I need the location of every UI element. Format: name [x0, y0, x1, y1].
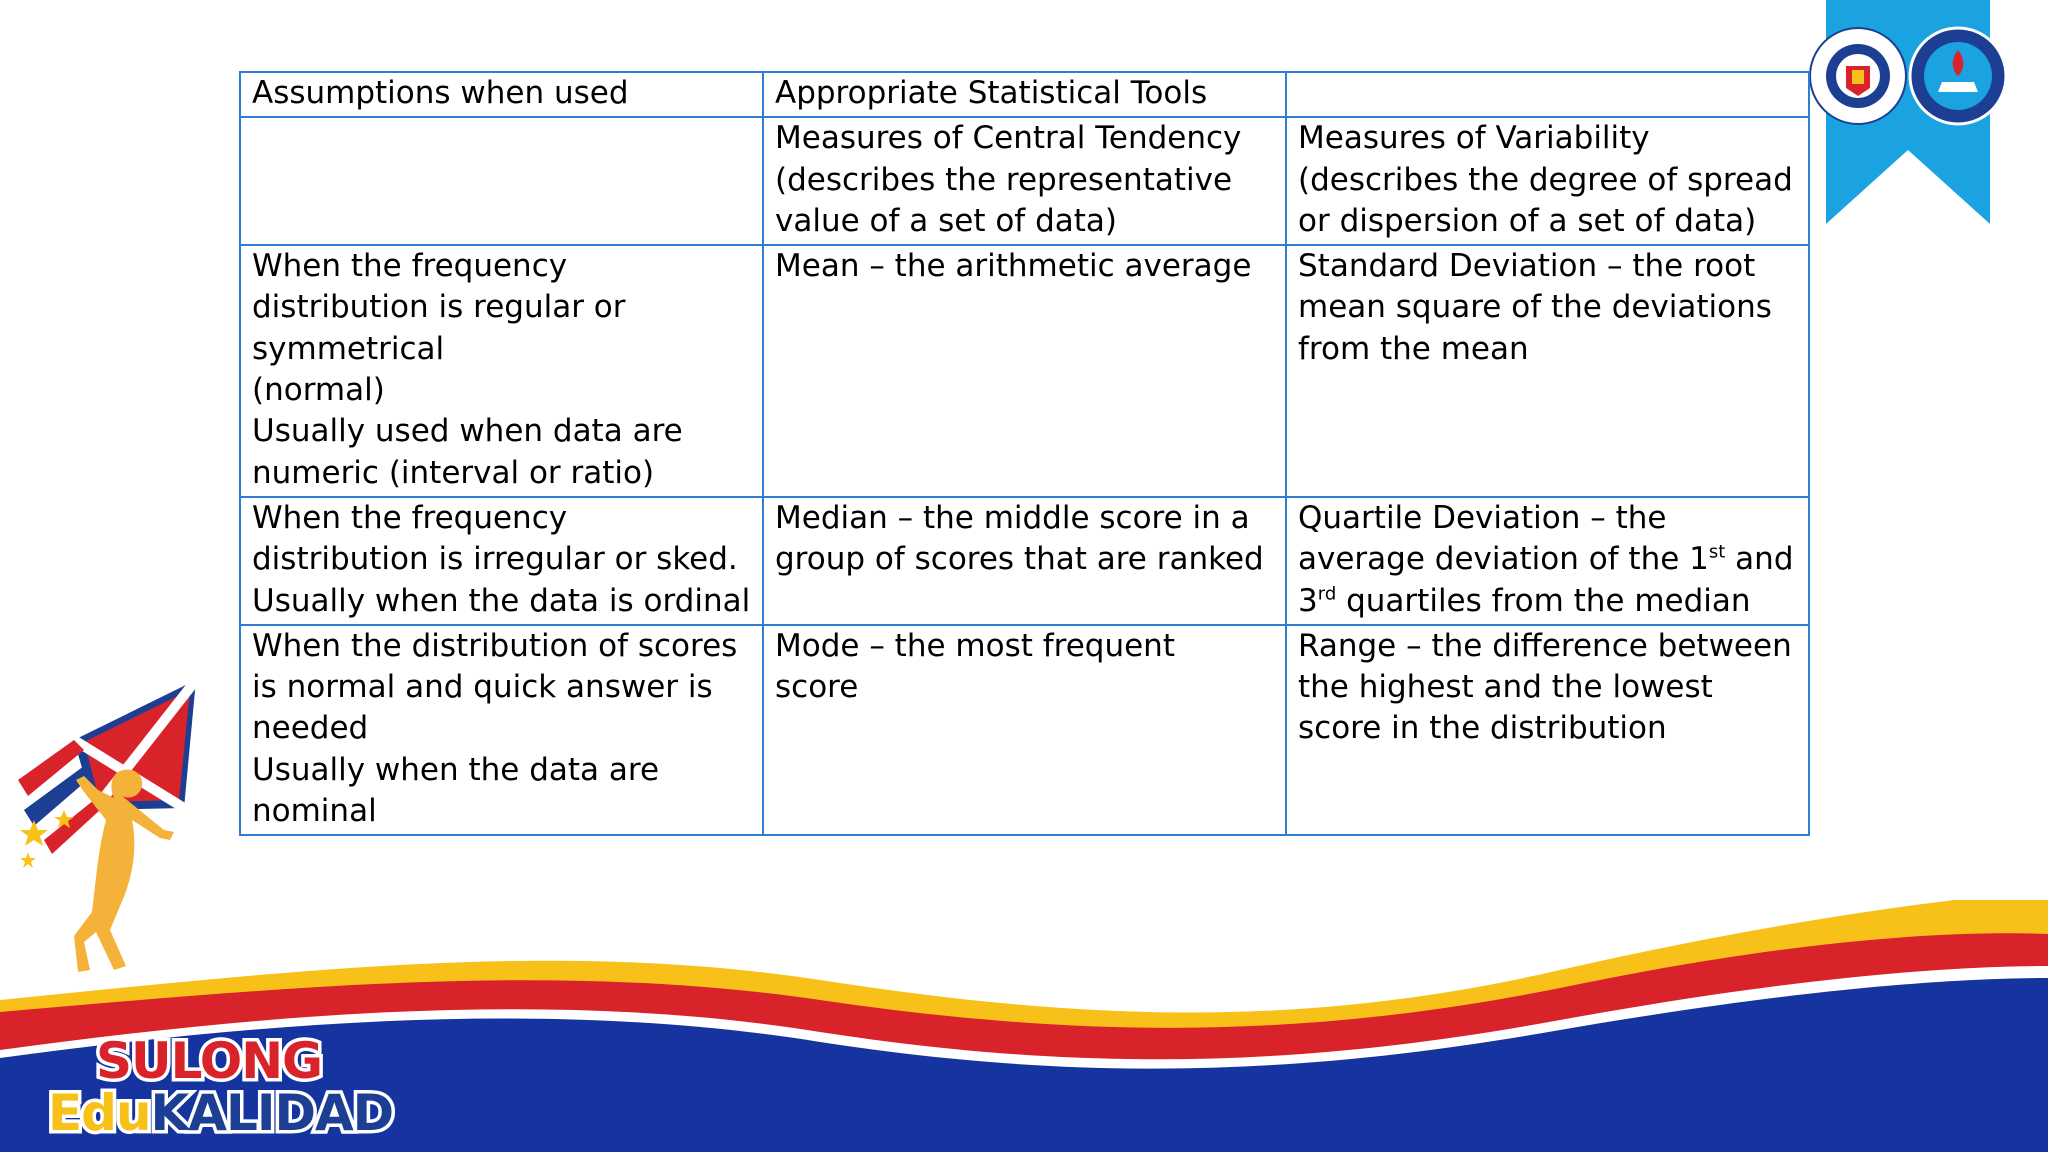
table-row [240, 497, 1809, 625]
header-empty [1286, 72, 1809, 117]
division-seal-icon [1908, 26, 2008, 126]
central-tendency-cell: Mode – the most frequent score [763, 625, 1286, 835]
wordmark-edukalidad [48, 1084, 394, 1142]
table-header-row [240, 72, 1809, 117]
central-tendency-cell: Mean – the arithmetic average [763, 245, 1286, 497]
variability-cell: Standard Deviation – the root mean square of the deviations from the mean [1286, 245, 1809, 497]
variability-line-quartiles: average deviation of the 1st and [1298, 541, 1794, 578]
variability-cell: Range – the difference between the highest and the lowest score in the distribution [1286, 625, 1809, 835]
table-subheader-row [240, 117, 1809, 245]
header-assumptions: Assumptions when used [240, 72, 763, 117]
table-row [240, 245, 1809, 497]
subheader-central-tendency: Measures of Central Tendency (describes the representative value of a set of data) [763, 117, 1286, 245]
assumptions-cell: When the frequency distribution is irregular or sked. Usually when the data is ordinal [240, 497, 763, 625]
statistical-tools-table [239, 71, 1810, 836]
table-row [240, 625, 1809, 835]
wordmark-kalidad: KALIDAD [150, 1084, 394, 1142]
deped-seal-icon [1808, 26, 1908, 126]
subheader-variability: Measures of Variability (describes the degree of spread or dispersion of a set of data) [1286, 117, 1809, 245]
wordmark-edu: Edu [48, 1084, 151, 1142]
header-statistical-tools: Appropriate Statistical Tools [763, 72, 1286, 117]
brand-wordmark [48, 1032, 394, 1142]
central-tendency-cell: Median – the middle score in a group of scores that are ranked [763, 497, 1286, 625]
subheader-empty [240, 117, 763, 245]
wordmark-sulong: SULONG [96, 1032, 323, 1090]
kite-girl-icon [14, 680, 224, 980]
assumptions-cell: When the distribution of scores is normal and quick answer is needed Usually when the data are nominal [240, 625, 763, 835]
variability-cell: Quartile Deviation – the average deviation of the 1st and 3rd quartiles from the median [1286, 497, 1809, 625]
assumptions-cell: When the frequency distribution is regular or symmetrical (normal) Usually used when data are numeric (interval or ratio) [240, 245, 763, 497]
variability-line-median: 3rd quartiles from the median [1298, 582, 1751, 619]
